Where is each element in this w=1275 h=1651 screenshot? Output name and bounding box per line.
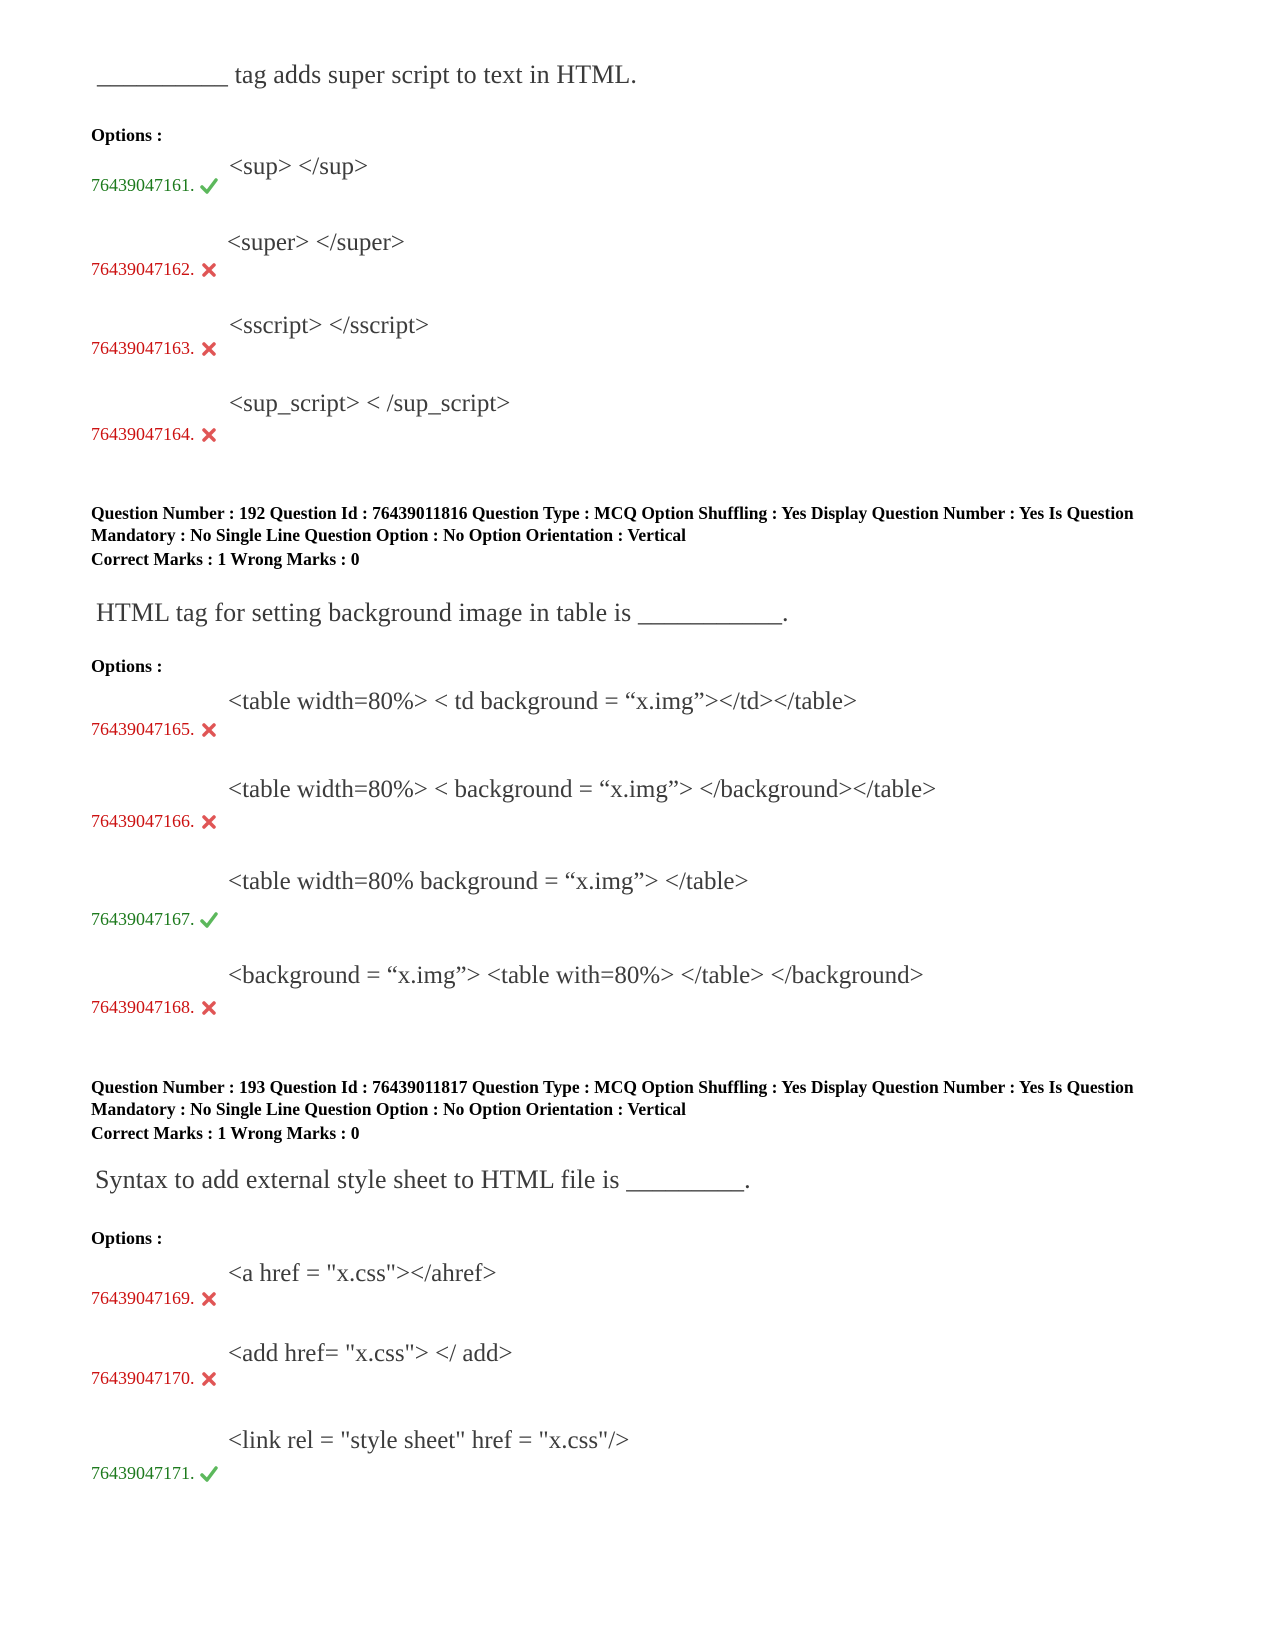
- cross-icon: [200, 1370, 218, 1388]
- option-row: [91, 1368, 218, 1389]
- option-row: [91, 1288, 218, 1309]
- option-id: 76439047169.: [91, 1288, 195, 1308]
- question-header: Question Number : 192 Question Id : 76439011816 Question Type : MCQ Option Shuffling : Yes Display Question Number : Yes Is Question Mandatory : No Single Line Question Option : No Option Orientation : Vertical: [91, 503, 1134, 545]
- cross-icon: [200, 721, 218, 739]
- option-text: <table width=80% background = “x.img”> </table>: [228, 868, 749, 895]
- option-id: 76439047167.: [91, 909, 195, 929]
- check-icon: [200, 911, 218, 929]
- option-id: 76439047162.: [91, 259, 195, 279]
- option-text: <a href = "x.css"></ahref>: [228, 1260, 497, 1287]
- option-text: <sup_script> < /sup_script>: [229, 390, 511, 417]
- option-id: 76439047164.: [91, 424, 195, 444]
- cross-icon: [200, 813, 218, 831]
- option-id: 76439047165.: [91, 719, 195, 739]
- cross-icon: [200, 426, 218, 444]
- option-text: <add href= "x.css"> </ add>: [228, 1340, 513, 1367]
- question-text: __________ tag adds super script to text in HTML.: [97, 60, 637, 89]
- option-text: <table width=80%> < td background = “x.img”></td></table>: [228, 688, 858, 715]
- option-id: 76439047161.: [91, 175, 195, 195]
- options-label: Options :: [91, 125, 163, 145]
- question-marks: Correct Marks : 1 Wrong Marks : 0: [91, 549, 360, 569]
- option-id: 76439047170.: [91, 1368, 195, 1388]
- question-text: HTML tag for setting background image in table is ___________.: [96, 598, 789, 627]
- option-text: <sscript> </sscript>: [229, 312, 430, 339]
- option-text: <link rel = "style sheet" href = "x.css"/>: [228, 1427, 630, 1454]
- cross-icon: [200, 1290, 218, 1308]
- options-label: Options :: [91, 656, 163, 676]
- option-row: [91, 811, 218, 832]
- cross-icon: [200, 261, 218, 279]
- option-row: [91, 1463, 218, 1484]
- option-row: [91, 424, 218, 445]
- cross-icon: [200, 999, 218, 1017]
- option-text: <super> </super>: [227, 229, 405, 256]
- option-row: [91, 997, 218, 1018]
- cross-icon: [200, 340, 218, 358]
- option-text: <sup> </sup>: [229, 153, 369, 180]
- option-id: 76439047166.: [91, 811, 195, 831]
- option-row: [91, 259, 218, 280]
- check-icon: [200, 1465, 218, 1483]
- question-marks: Correct Marks : 1 Wrong Marks : 0: [91, 1123, 360, 1143]
- option-id: 76439047171.: [91, 1463, 195, 1483]
- option-text: <table width=80%> < background = “x.img”> </background></table>: [228, 776, 937, 803]
- question-text: Syntax to add external style sheet to HTML file is _________.: [95, 1165, 751, 1194]
- option-row: [91, 719, 218, 740]
- option-id: 76439047168.: [91, 997, 195, 1017]
- options-label: Options :: [91, 1228, 163, 1248]
- check-icon: [200, 177, 218, 195]
- option-text: <background = “x.img”> <table with=80%> </table> </background>: [228, 962, 924, 989]
- option-row: [91, 909, 218, 930]
- question-header: Question Number : 193 Question Id : 76439011817 Question Type : MCQ Option Shuffling : Yes Display Question Number : Yes Is Question Mandatory : No Single Line Question Option : No Option Orientation : Vertical: [91, 1077, 1134, 1119]
- option-row: [91, 175, 218, 196]
- option-row: [91, 338, 218, 359]
- option-id: 76439047163.: [91, 338, 195, 358]
